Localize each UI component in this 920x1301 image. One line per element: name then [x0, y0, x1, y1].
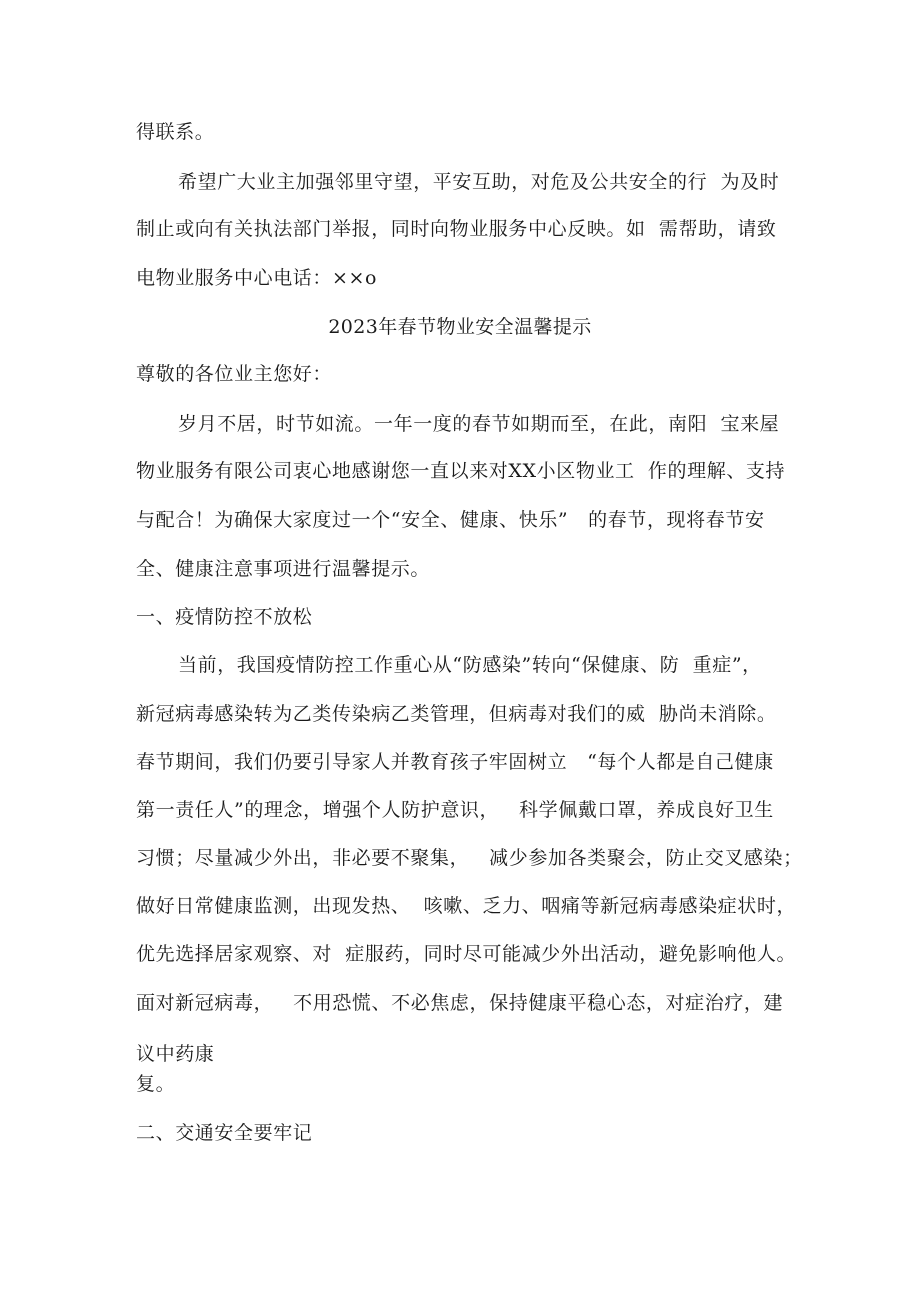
opening-line: 全、健康注意事项进行温馨提示。 — [136, 558, 431, 580]
section-heading: 一、疫情防控不放松 — [136, 606, 313, 628]
section-line: 新冠病毒感染转为乙类传染病乙类管理，但病毒对我们的威 胁尚未消除。 — [136, 703, 777, 725]
section-line: 当前，我国疫情防控工作重心从“防感染”转向“保健康、防 重症”， — [178, 654, 762, 676]
section-line: 议中药康 — [136, 1043, 215, 1065]
opening-line: 物业服务有限公司衷心地感谢您一直以来对XX小区物业工 作的理解、支持 — [136, 460, 786, 482]
opening-line: 与配合！为确保大家度过一个“安全、健康、快乐” 的春节，现将春节安 — [136, 509, 765, 531]
section-line: 面对新冠病毒， 不用恐慌、不必焦虑，保持健康平稳心态，对症治疗，建 — [136, 992, 784, 1014]
section-line: 春节期间，我们仍要引导家人并教育孩子牢固树立 “每个人都是自己健康 — [136, 751, 774, 773]
section-line: 复。 — [136, 1073, 176, 1095]
section-line: 第一责任人”的理念，增强个人防护意识， 科学佩戴口罩，养成良好卫生 — [136, 799, 774, 821]
intro-line: 制止或向有关执法部门举报，同时向物业服务中心反映。如 需帮助，请致 — [136, 218, 777, 240]
opening-line: 岁月不居，时节如流。一年一度的春节如期而至，在此，南阳 宝来屋 — [178, 413, 780, 435]
greeting: 尊敬的各位业主您好： — [136, 363, 333, 385]
section-line: 优先选择居家观察、对 症服药，同时尽可能减少外出活动，避免影响他人。 — [136, 943, 797, 965]
document-title: 2023年春节物业安全温馨提示 — [328, 316, 592, 338]
intro-line: 得联系。 — [136, 121, 215, 143]
section-line: 习惯；尽量减少外出，非必要不聚集， 减少参加各类聚会，防止交叉感染； — [136, 847, 803, 869]
intro-line: 电物业服务中心电话：××o — [136, 267, 378, 289]
intro-line: 希望广大业主加强邻里守望，平安互助，对危及公共安全的行 为及时 — [178, 171, 780, 193]
section-line: 做好日常健康监测，出现发热、 咳嗽、乏力、咽痛等新冠病毒感染症状时， — [136, 895, 797, 917]
section-heading: 二、交通安全要牢记 — [136, 1122, 313, 1144]
